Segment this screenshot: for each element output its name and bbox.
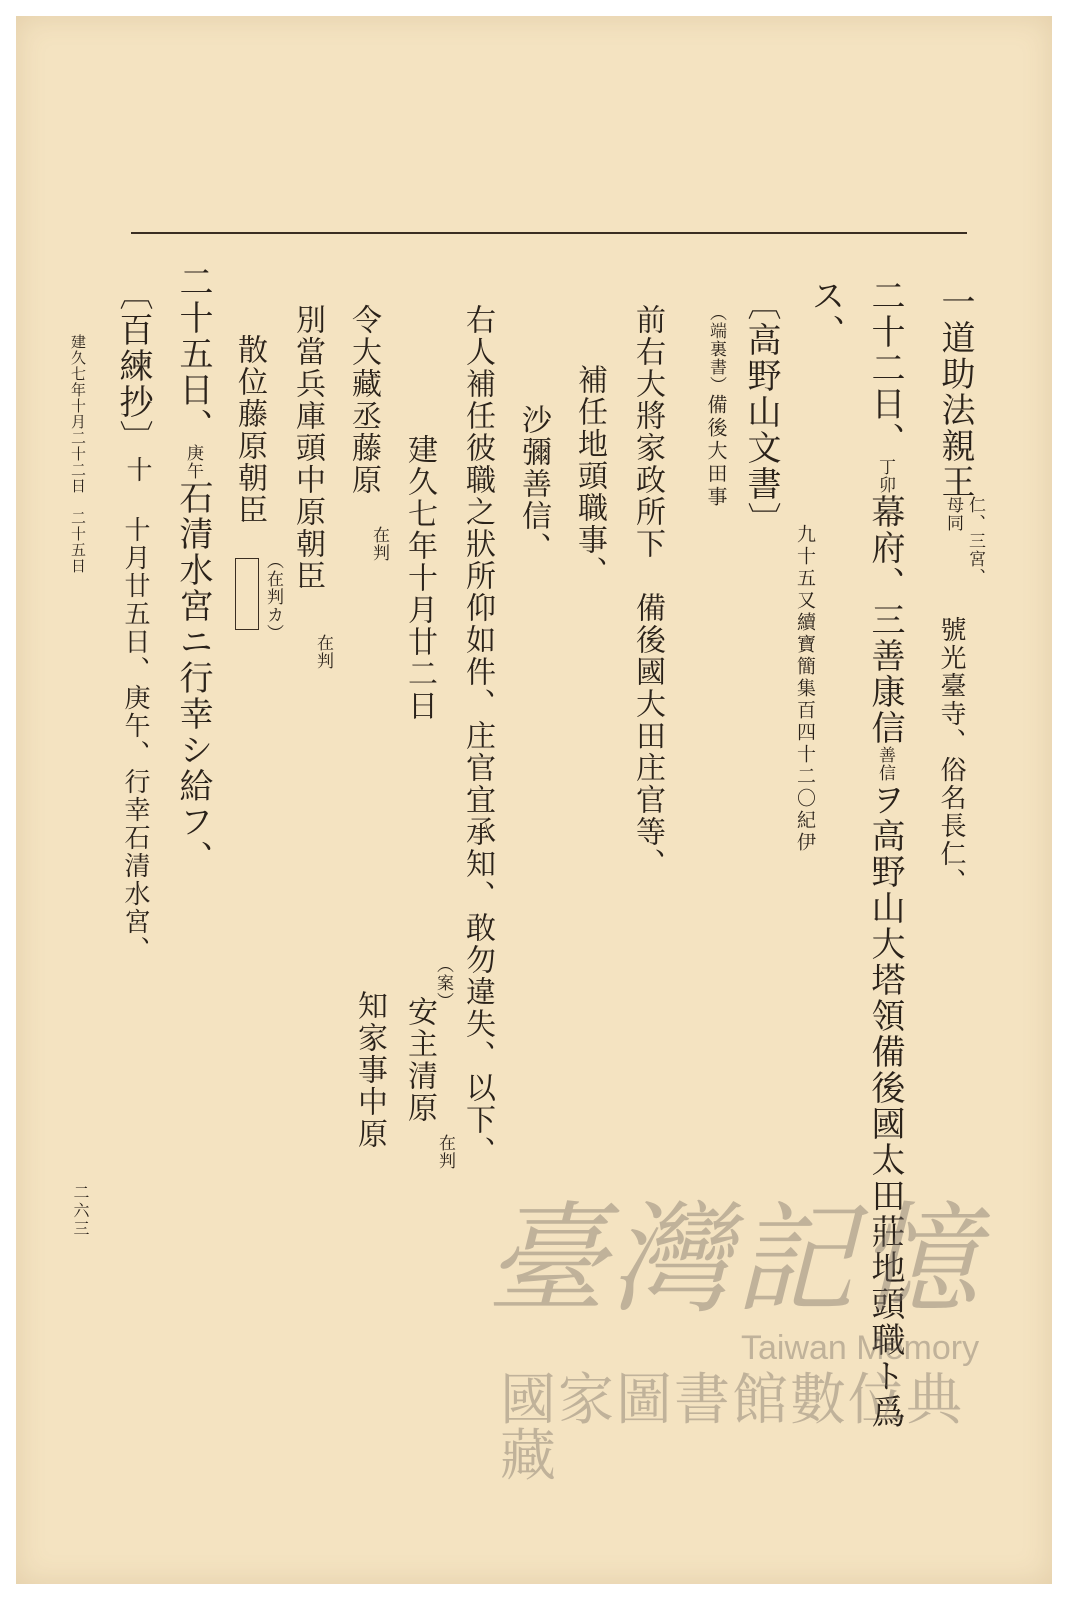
- doc1-line-1: 前右大將家政所下 備後國大田庄官等、: [630, 304, 665, 880]
- doc2-line-1-note: 庚午: [183, 444, 203, 480]
- entry-line-3: ス、: [805, 278, 845, 350]
- watermark-english: Taiwan Memory: [741, 1329, 980, 1367]
- entry-line-1-cont: 號光臺寺、俗名長仁、: [936, 616, 966, 896]
- doc1-line-6: 令大藏丞藤原: [346, 304, 381, 496]
- doc1-heading: 〔高野山文書〕: [741, 286, 781, 538]
- doc1-source-ref: 九十五又續寶簡集百四十二〇紀伊: [794, 524, 816, 854]
- doc1-chike: 知家事中原: [352, 990, 387, 1150]
- watermark: [486, 1191, 1006, 1489]
- entry-line-2: 二十二日、丁卯幕府、三善康信善信ヲ高野山大塔領備後國太田莊地頭職ト爲: [865, 278, 905, 1430]
- doc1-anzhu-zaihan: 在判: [435, 1134, 455, 1170]
- doc1-line-2: 補任地頭職事、: [572, 364, 607, 588]
- doc2-line-1: 二十五日、庚午石清水宮ニ行幸シ給フ、: [173, 264, 213, 876]
- entry-line-2-note2: 善信: [875, 746, 895, 782]
- entry-line-2-note: 丁卯: [875, 458, 895, 494]
- doc1-blank-box: [234, 554, 259, 630]
- entry-line-1-note: 仁、三宮、: [965, 496, 985, 586]
- doc1-line-7: 別當兵庫頭中原朝臣: [290, 304, 325, 592]
- page-number: 二六三: [71, 1184, 90, 1238]
- entry-line-1-text: 一道助法親王: [935, 284, 975, 500]
- doc1-date: 建久七年十月廿二日: [402, 434, 437, 722]
- doc1-line-7-zaihan: 在判: [313, 634, 333, 670]
- watermark-subtitle: 國家圖書館數位典藏: [500, 1368, 964, 1489]
- doc2-juu: 十: [122, 456, 152, 484]
- doc2-body: 十月廿五日、庚午、行幸石清水宮、: [120, 516, 150, 964]
- doc1-line-8: 散位藤原朝臣: [232, 334, 267, 526]
- doc1-line-4: 右人補任彼職之狀所仰如件、庄官宜承知、敢勿違失、以下、: [460, 304, 495, 1168]
- doc1-line-8-note: （在判カ）: [263, 552, 283, 642]
- watermark-title: 臺灣記憶: [486, 1191, 982, 1330]
- doc1-subtitle: （端裏書）備後大田事: [704, 304, 728, 509]
- entry-line-1-note-b: 母同: [943, 496, 963, 532]
- doc1-anzhu-note: （案）: [433, 956, 453, 1010]
- doc2-heading: 〔百練抄〕: [113, 276, 153, 456]
- document-page: [16, 16, 1052, 1584]
- header-rule: [131, 232, 967, 234]
- margin-running-header: 建久七年十月二十二日 二十五日: [69, 334, 87, 574]
- doc1-line-3: 沙彌善信、: [516, 404, 551, 564]
- doc1-anzhu: 安主清原: [402, 996, 437, 1124]
- doc1-line-6-zaihan: 在判: [369, 526, 389, 562]
